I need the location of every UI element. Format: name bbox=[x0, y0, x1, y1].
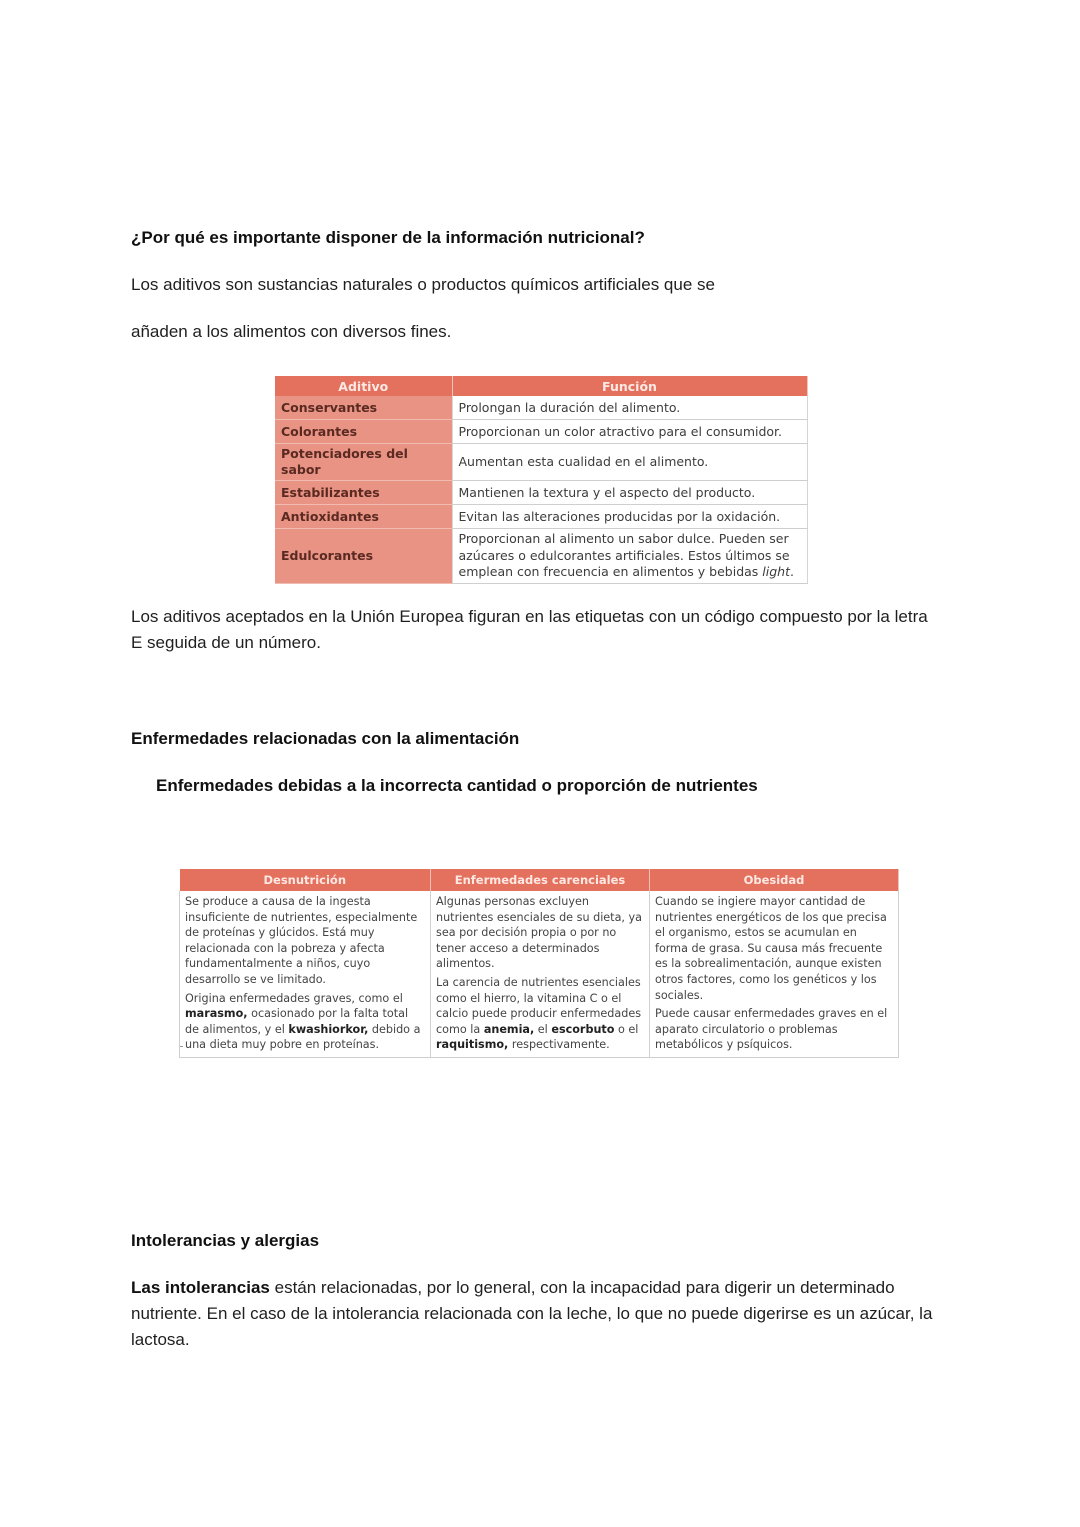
bold-term: anemia, bbox=[483, 1022, 535, 1036]
cell-paragraph: Algunas personas excluyen nutrientes esenciales de su dieta, ya sea por decisión propia o por no tener acceso a determinados alimentos. bbox=[436, 895, 643, 971]
additive-name: Edulcorantes bbox=[275, 529, 452, 584]
bold-term: raquitismo, bbox=[436, 1038, 509, 1052]
table-header-row bbox=[180, 869, 899, 891]
text-span: el bbox=[537, 1022, 548, 1036]
function-text: Proporcionan al alimento un sabor dulce. Pueden ser azúcares o edulcorantes artificiales. Estos últimos se emplean con frecuencia en alimentos y bebidas bbox=[458, 531, 790, 579]
cell-obesidad bbox=[650, 891, 899, 1057]
column-header: Función bbox=[452, 376, 807, 396]
function-end: . bbox=[790, 564, 794, 579]
text-span: Origina enfermedades graves, como el bbox=[185, 991, 403, 1005]
subsection-title-nutrient-diseases: Enfermedades debidas a la incorrecta cantidad o proporción de nutrientes bbox=[156, 776, 758, 795]
paragraph-eu-code: Los aditivos aceptados en la Unión Europea figuran en las etiquetas con un código compuesto por la letra E seguida de un número. bbox=[131, 607, 928, 652]
additive-function: Prolongan la duración del alimento. bbox=[452, 396, 807, 420]
table-header-row bbox=[275, 376, 807, 396]
column-header: Aditivo bbox=[275, 376, 452, 396]
table-row bbox=[275, 529, 807, 584]
column-header: Desnutrición bbox=[180, 869, 431, 891]
additive-name: Colorantes bbox=[275, 420, 452, 444]
column-header: Obesidad bbox=[650, 869, 899, 891]
additive-function: Proporcionan un color atractivo para el consumidor. bbox=[452, 420, 807, 444]
additive-name: Antioxidantes bbox=[275, 505, 452, 529]
cell-paragraph: Se produce a causa de la ingesta insuficiente de nutrientes, especialmente de proteínas y glúcidos. Está muy relacionada con la pobreza y afecta fundamentalmente a niños, cuyo desarrollo se ve limitado. bbox=[185, 895, 418, 986]
table-row bbox=[180, 891, 899, 1057]
additive-name: Conservantes bbox=[275, 396, 452, 420]
paragraph-additives-line2: añaden a los alimentos con diversos fines. bbox=[131, 322, 452, 341]
bold-term: kwashiorkor, bbox=[288, 1022, 369, 1036]
stray-mark bbox=[180, 1046, 183, 1047]
text-span: ocasionado por la falta total de alimentos, y el bbox=[185, 1007, 409, 1036]
table-row bbox=[275, 420, 807, 444]
text-span: La carencia de nutrientes esenciales como el hierro, la vitamina C o el calcio puede producir enfermedades como la bbox=[436, 975, 642, 1036]
cell-desnutricion bbox=[180, 891, 431, 1057]
text-span: respectivamente. bbox=[511, 1038, 610, 1052]
cell-carenciales bbox=[431, 891, 650, 1057]
additive-function: Mantienen la textura y el aspecto del producto. bbox=[452, 481, 807, 505]
table-row bbox=[275, 481, 807, 505]
diseases-table bbox=[179, 869, 899, 1058]
section-title-intolerances: Intolerancias y alergias bbox=[131, 1231, 320, 1250]
section-title-diseases: Enfermedades relacionadas con la alimentación bbox=[131, 729, 520, 748]
cell-paragraph: Puede causar enfermedades graves en el aparato circulatorio o problemas metabólicos y psíquicos. bbox=[655, 1007, 888, 1052]
column-header: Enfermedades carenciales bbox=[431, 869, 650, 891]
bold-term: escorbuto bbox=[551, 1022, 615, 1036]
additive-name: Estabilizantes bbox=[275, 481, 452, 505]
paragraph-additives-line1: Los aditivos son sustancias naturales o productos químicos artificiales que se bbox=[131, 275, 715, 294]
cell-paragraph bbox=[185, 991, 425, 1053]
section-title-nutrition-info: ¿Por qué es importante disponer de la información nutricional? bbox=[131, 228, 645, 247]
paragraph-intolerances bbox=[131, 1275, 946, 1353]
table-row bbox=[275, 444, 807, 481]
bold-term: Las intolerancias bbox=[131, 1278, 270, 1297]
additives-table bbox=[275, 376, 808, 584]
text-span: están relacionadas, por lo general, con la incapacidad para digerir un determinado nutriente. En el caso de la intolerancia relacionada con la leche, lo que no puede digerirse es un azúcar, la lactosa. bbox=[131, 1278, 933, 1349]
cell-paragraph bbox=[436, 975, 644, 1053]
additive-function: Evitan las alteraciones producidas por la oxidación. bbox=[452, 505, 807, 529]
text-span: debido a una dieta muy pobre en proteínas. bbox=[185, 1022, 421, 1052]
additive-function bbox=[452, 529, 807, 584]
table-row bbox=[275, 396, 807, 420]
additive-name: Potenciadores del sabor bbox=[275, 444, 452, 481]
function-italic-text: light bbox=[762, 564, 791, 579]
cell-paragraph: Cuando se ingiere mayor cantidad de nutrientes energéticos de los que precisa el organismo, estos se acumulan en forma de grasa. Su causa más frecuente es la sobrealimentación, aunque existen otros factores, como los genéticos y los sociales. bbox=[655, 895, 887, 1002]
table-row bbox=[275, 505, 807, 529]
bold-term: marasmo, bbox=[185, 1007, 248, 1021]
additive-function: Aumentan esta cualidad en el alimento. bbox=[452, 444, 807, 481]
text-span: o el bbox=[618, 1022, 639, 1036]
